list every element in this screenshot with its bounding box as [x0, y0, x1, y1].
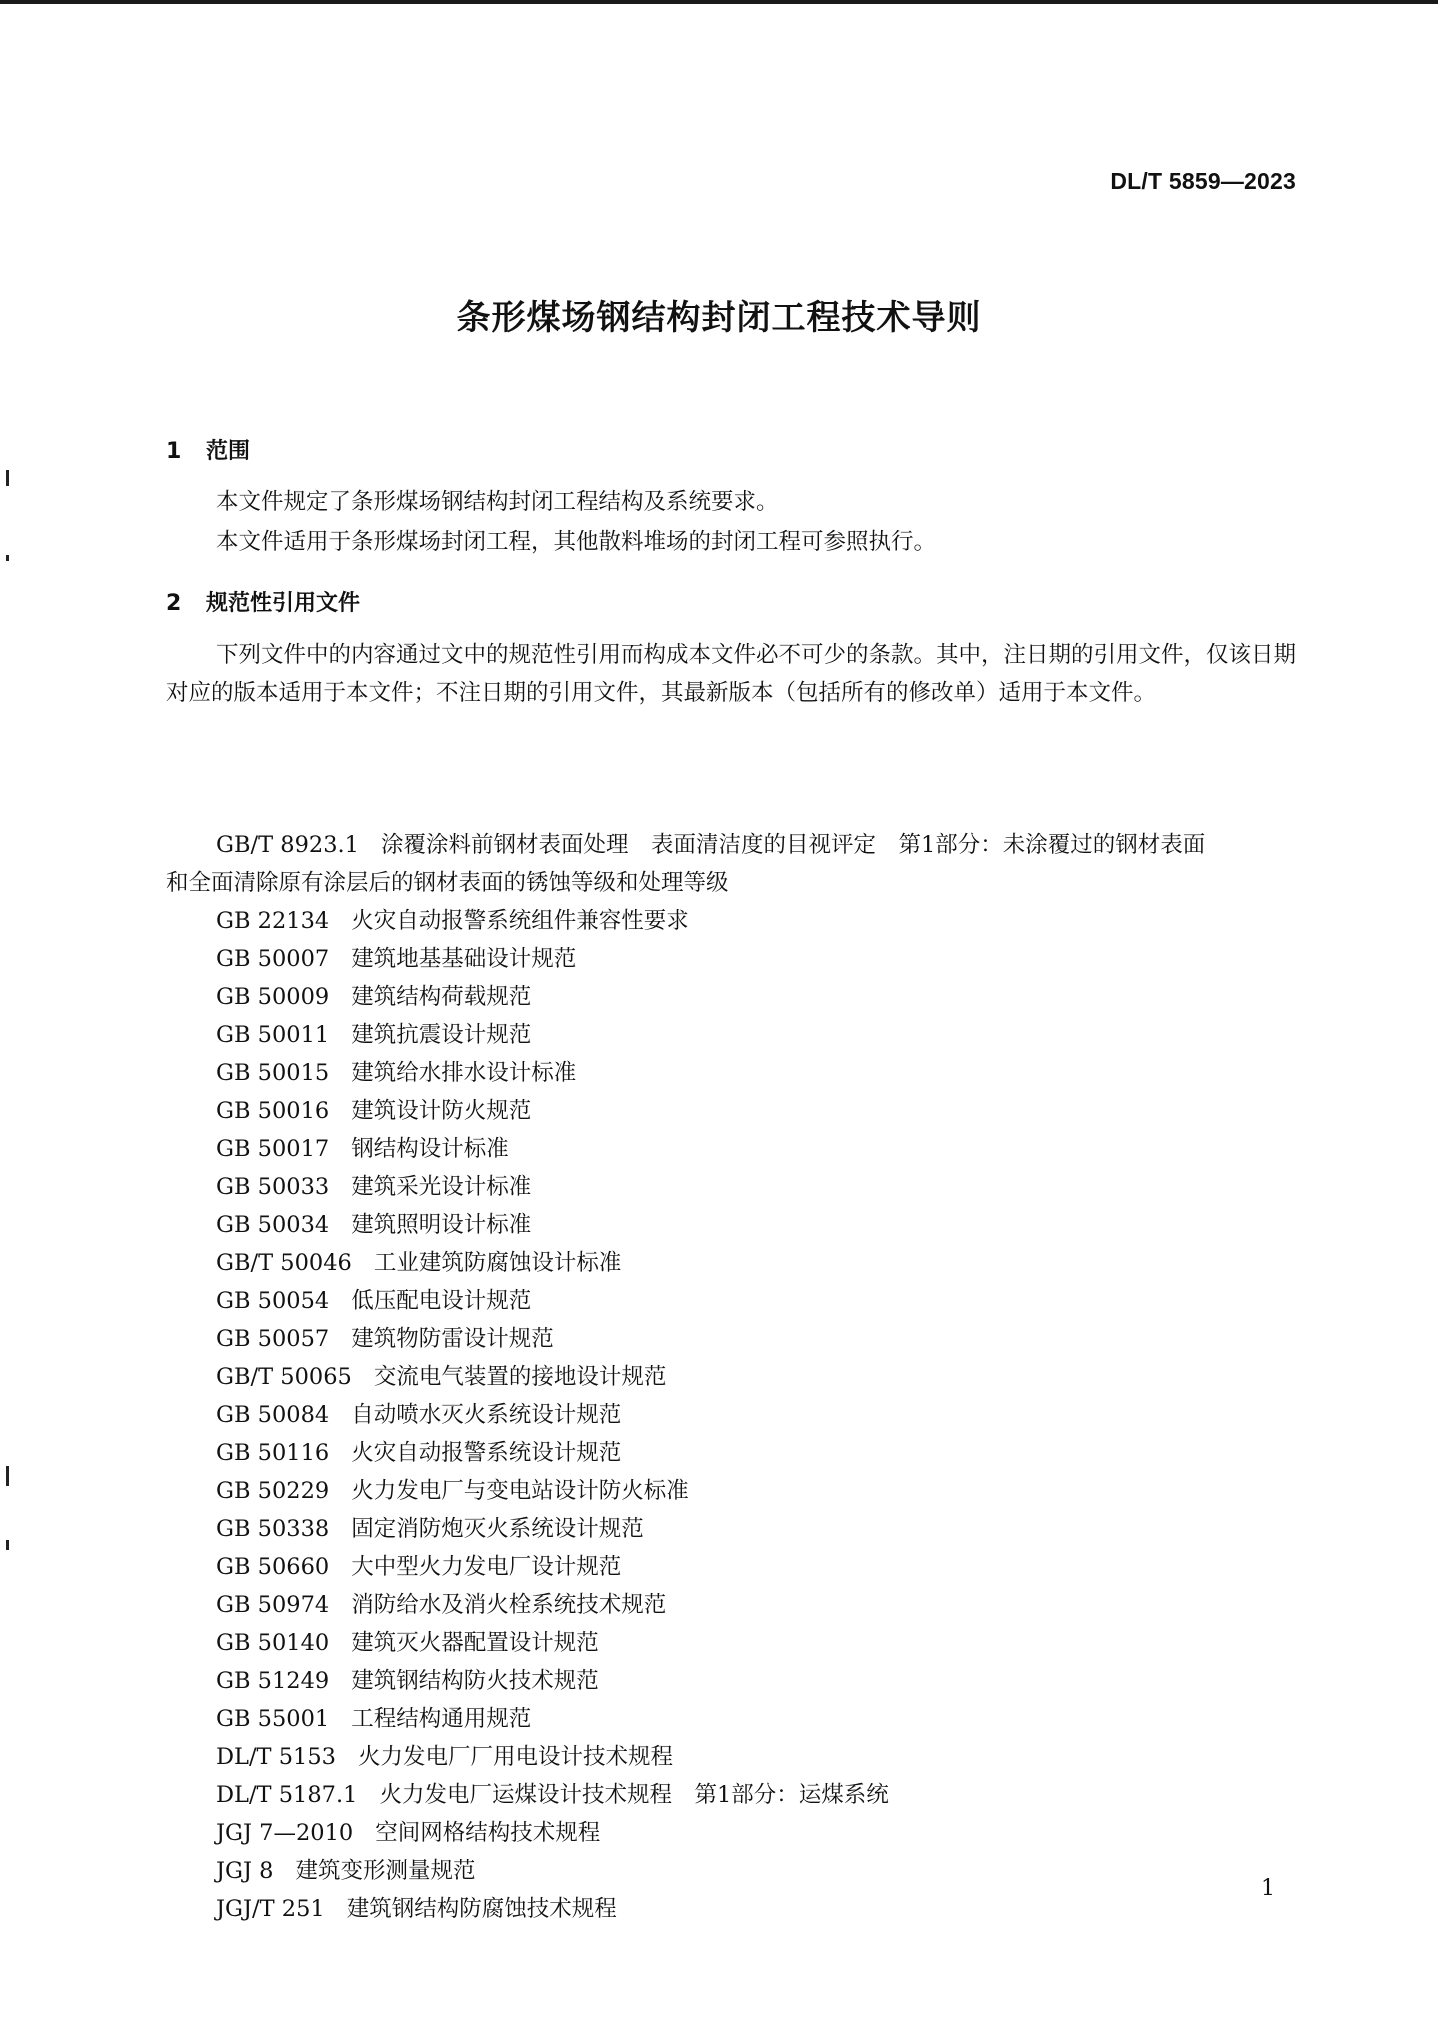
- reference-item: [216, 902, 1296, 940]
- reference-code: DL/T 5187.1: [216, 1782, 358, 1808]
- section-number: 1: [166, 439, 182, 464]
- reference-item: [216, 1130, 1296, 1168]
- reference-item: [216, 1700, 1296, 1738]
- reference-title: 建筑采光设计标准: [351, 1174, 532, 1200]
- reference-item: [216, 1738, 1296, 1776]
- reference-title: 工业建筑防腐蚀设计标准: [373, 1250, 622, 1276]
- reference-title: 建筑变形测量规范: [295, 1858, 476, 1884]
- reference-code: JGJ 7—2010: [216, 1820, 354, 1846]
- reference-title: 交流电气装置的接地设计规范: [373, 1364, 667, 1390]
- scan-mark: [6, 1540, 9, 1550]
- reference-code: GB 50009: [216, 984, 330, 1010]
- scan-top-border: [0, 0, 1438, 4]
- reference-item: [216, 1814, 1296, 1852]
- reference-code: GB 50015: [216, 1060, 330, 1086]
- reference-item: [166, 826, 1296, 902]
- reference-code: GB 22134: [216, 908, 330, 934]
- reference-title: 低压配电设计规范: [351, 1288, 532, 1314]
- reference-code: GB/T 50046: [216, 1250, 352, 1276]
- section-1-paragraph: 本文件适用于条形煤场封闭工程，其他散料堆场的封闭工程可参照执行。: [216, 529, 937, 555]
- reference-title: 建筑给水排水设计标准: [351, 1060, 577, 1086]
- reference-code: GB 50140: [216, 1630, 330, 1656]
- reference-title-continuation: 和全面清除原有涂层后的钢材表面的锈蚀等级和处理等级: [166, 870, 729, 896]
- reference-item: [216, 1890, 1296, 1928]
- reference-title: 建筑设计防火规范: [351, 1098, 532, 1124]
- reference-item: [216, 1092, 1296, 1130]
- reference-title: 建筑照明设计标准: [351, 1212, 532, 1238]
- reference-code: GB/T 50065: [216, 1364, 352, 1390]
- reference-item: [216, 1548, 1296, 1586]
- reference-title: 钢结构设计标准: [351, 1136, 509, 1162]
- reference-item: [216, 1282, 1296, 1320]
- reference-code: JGJ 8: [216, 1858, 274, 1884]
- reference-title: 火力发电厂与变电站设计防火标准: [351, 1478, 689, 1504]
- reference-code: GB 50338: [216, 1516, 330, 1542]
- reference-item: [216, 978, 1296, 1016]
- reference-code: GB 50660: [216, 1554, 330, 1580]
- section-2-intro: 下列文件中的内容通过文中的规范性引用而构成本文件必不可少的条款。其中，注日期的引用文件，仅该日期对应的版本适用于本文件；不注日期的引用文件，其最新版本（包括所有的修改单）适用于本文件。: [166, 642, 1297, 706]
- reference-code: GB 50017: [216, 1136, 330, 1162]
- reference-title: 大中型火力发电厂设计规范: [351, 1554, 622, 1580]
- reference-title: 建筑灭火器配置设计规范: [351, 1630, 599, 1656]
- reference-code: GB 50057: [216, 1326, 330, 1352]
- reference-item: [216, 1434, 1296, 1472]
- scan-mark: [6, 470, 9, 486]
- reference-item: [216, 940, 1296, 978]
- reference-item: [216, 1586, 1296, 1624]
- reference-code: GB 50007: [216, 946, 330, 972]
- reference-title: 工程结构通用规范: [351, 1706, 532, 1732]
- reference-title: 消防给水及消火栓系统技术规范: [351, 1592, 667, 1618]
- reference-item: [216, 1662, 1296, 1700]
- reference-item: [216, 1320, 1296, 1358]
- reference-code: DL/T 5153: [216, 1744, 336, 1770]
- reference-code: GB 50011: [216, 1022, 330, 1048]
- reference-title: 涂覆涂料前钢材表面处理 表面清洁度的目视评定 第1部分：未涂覆过的钢材表面: [380, 832, 1206, 858]
- reference-code: GB 50116: [216, 1440, 330, 1466]
- reference-item: [216, 1396, 1296, 1434]
- section-1-paragraph: 本文件规定了条形煤场钢结构封闭工程结构及系统要求。: [216, 489, 779, 515]
- reference-title: 火灾自动报警系统设计规范: [351, 1440, 622, 1466]
- section-1-heading: [166, 434, 250, 465]
- reference-item: [216, 1206, 1296, 1244]
- reference-code: GB 50229: [216, 1478, 330, 1504]
- reference-title: 建筑抗震设计规范: [351, 1022, 532, 1048]
- reference-code: GB 50054: [216, 1288, 330, 1314]
- reference-code: GB 51249: [216, 1668, 330, 1694]
- reference-item: [216, 1776, 1296, 1814]
- reference-code: GB/T 8923.1: [216, 832, 359, 858]
- reference-item: [216, 1168, 1296, 1206]
- reference-code: JGJ/T 251: [216, 1896, 325, 1922]
- reference-item: [216, 1358, 1296, 1396]
- reference-item: [216, 1852, 1296, 1890]
- reference-code: GB 50084: [216, 1402, 330, 1428]
- reference-item: [216, 1016, 1296, 1054]
- reference-title: 建筑结构荷载规范: [351, 984, 532, 1010]
- reference-title: 自动喷水灭火系统设计规范: [351, 1402, 622, 1428]
- reference-code: GB 50033: [216, 1174, 330, 1200]
- section-title: 规范性引用文件: [206, 591, 361, 616]
- reference-title: 火力发电厂厂用电设计技术规程: [357, 1744, 673, 1770]
- page-number: 1: [1261, 1876, 1275, 1901]
- reference-code: GB 50974: [216, 1592, 330, 1618]
- section-2-heading: [166, 586, 360, 617]
- normative-references-list: [166, 826, 1296, 1928]
- reference-code: GB 50034: [216, 1212, 330, 1238]
- reference-title: 建筑钢结构防火技术规范: [351, 1668, 599, 1694]
- reference-title: 火力发电厂运煤设计技术规程 第1部分：运煤系统: [379, 1782, 889, 1808]
- standard-code: DL/T 5859—2023: [1110, 168, 1296, 194]
- scan-mark: [6, 555, 9, 561]
- reference-title: 建筑物防雷设计规范: [351, 1326, 554, 1352]
- section-title: 范围: [206, 439, 251, 464]
- reference-code: GB 55001: [216, 1706, 330, 1732]
- reference-item: [216, 1624, 1296, 1662]
- reference-title: 建筑钢结构防腐蚀技术规程: [346, 1896, 617, 1922]
- reference-item: [216, 1244, 1296, 1282]
- reference-item: [216, 1054, 1296, 1092]
- reference-title: 固定消防炮灭火系统设计规范: [351, 1516, 644, 1542]
- reference-item: [216, 1510, 1296, 1548]
- reference-item: [216, 1472, 1296, 1510]
- scan-mark: [6, 1466, 9, 1486]
- document-title: 条形煤场钢结构封闭工程技术导则: [456, 298, 982, 338]
- reference-title: 空间网格结构技术规程: [375, 1820, 601, 1846]
- reference-title: 火灾自动报警系统组件兼容性要求: [351, 908, 689, 934]
- section-number: 2: [166, 591, 182, 616]
- reference-code: GB 50016: [216, 1098, 330, 1124]
- reference-title: 建筑地基基础设计规范: [351, 946, 577, 972]
